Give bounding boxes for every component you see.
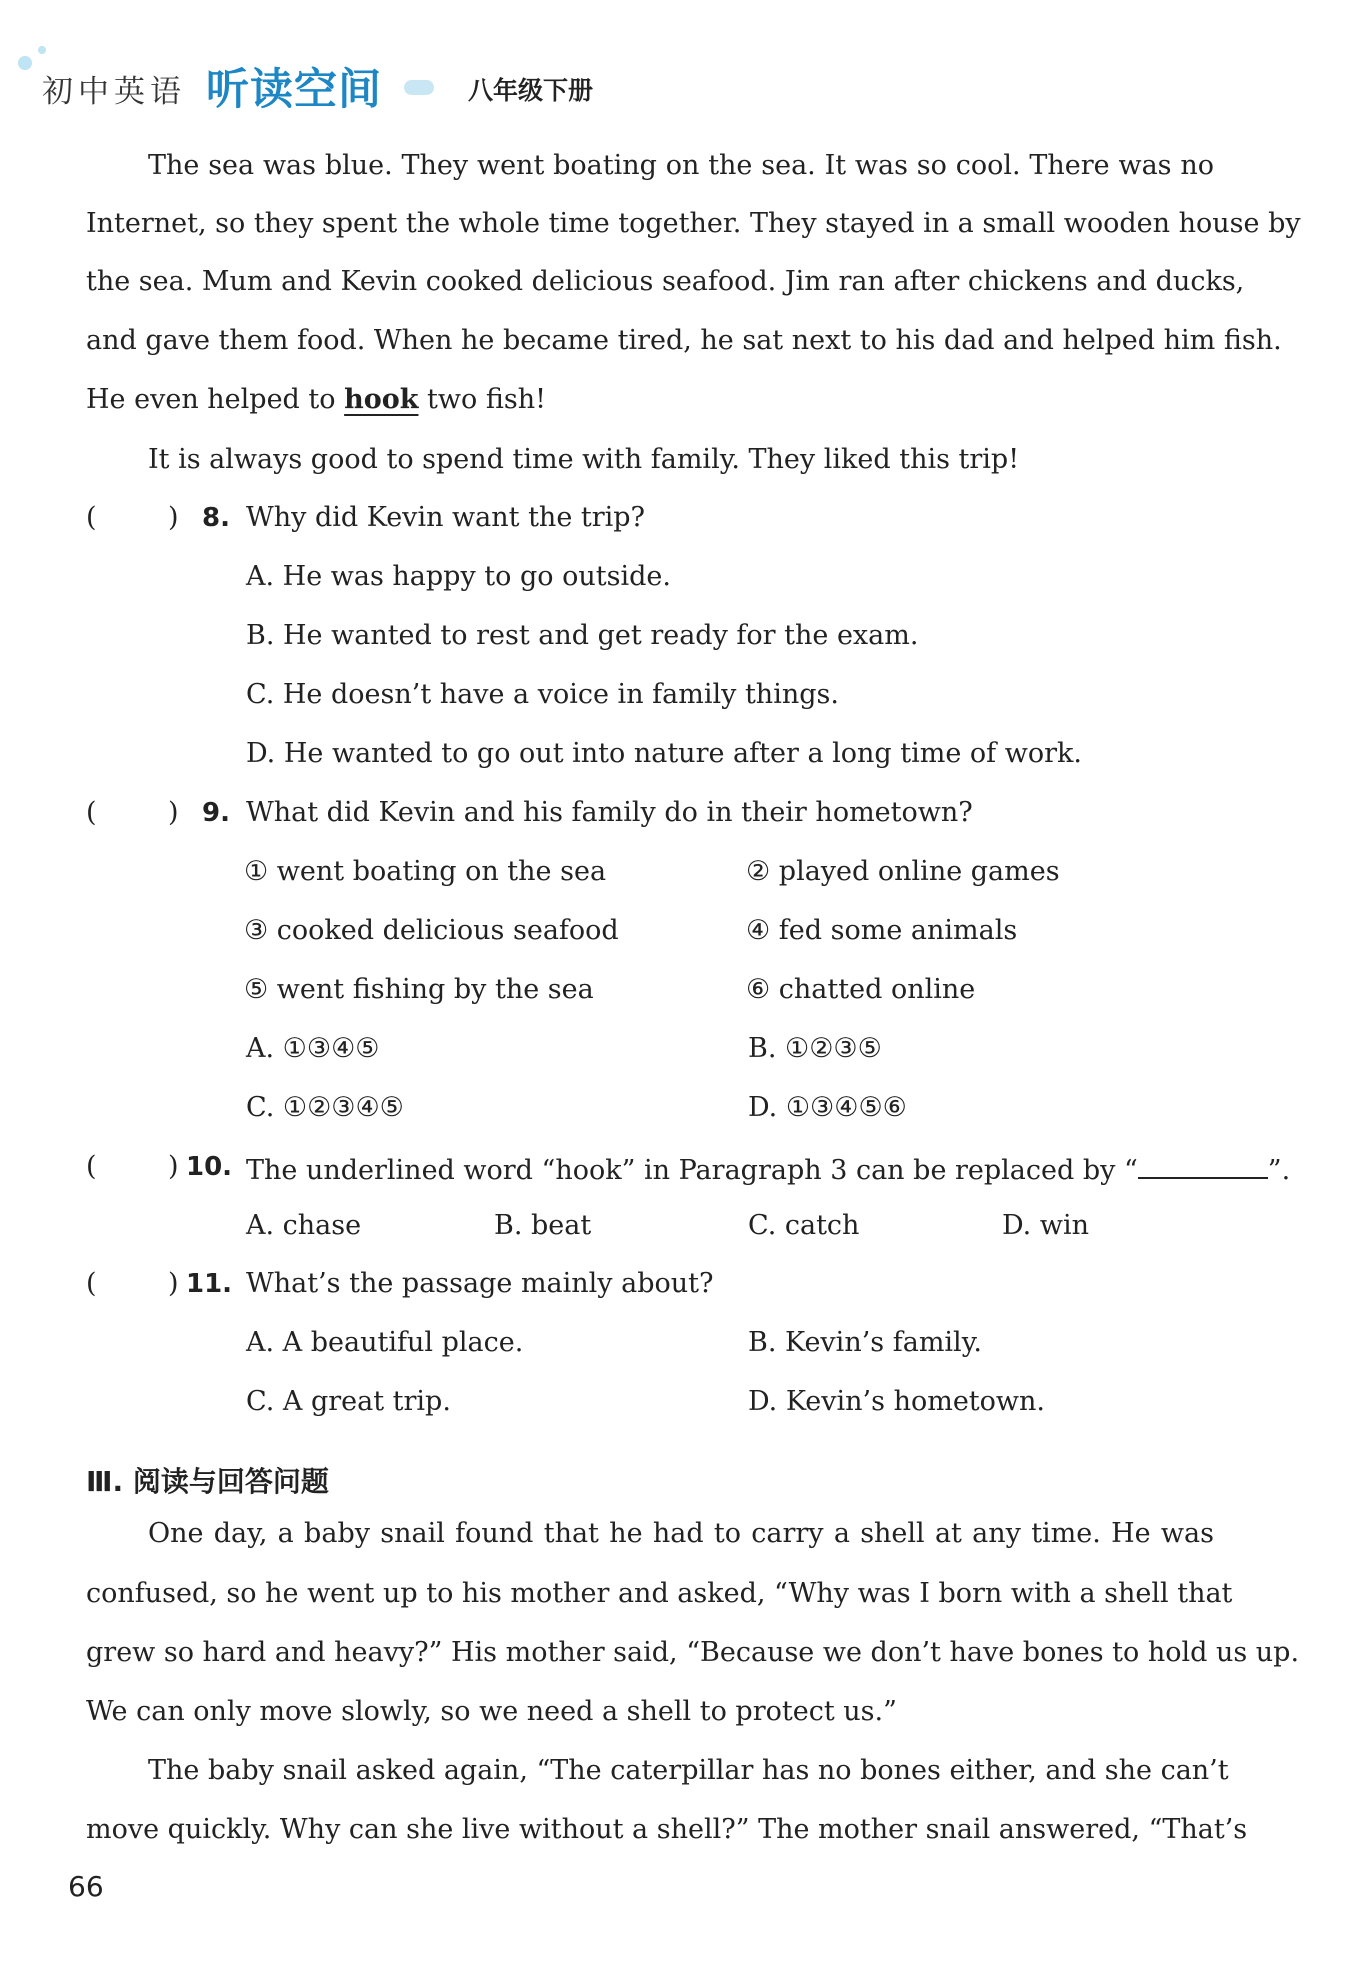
passage-line: and gave them food. When he became tired, he sat next to his dad and helped him fish.: [86, 325, 1282, 356]
question-number: 10.: [186, 1152, 233, 1182]
option-b: B. Kevin’s family.: [748, 1327, 982, 1358]
question-11: [86, 1268, 1214, 1302]
option-a: A. He was happy to go outside.: [246, 561, 671, 592]
section-heading: Ⅲ. 阅读与回答问题: [86, 1465, 329, 1498]
question-text: Why did Kevin want the trip?: [246, 502, 646, 533]
passage-line: The baby snail asked again, “The caterpillar has no bones either, and she can’t: [148, 1755, 1229, 1786]
option-d: D. Kevin’s hometown.: [748, 1386, 1045, 1417]
option-d: D. win: [1002, 1210, 1089, 1241]
decorative-dot: [38, 46, 46, 54]
choice-item: ② played online games: [746, 856, 1060, 887]
question-text: What’s the passage mainly about?: [246, 1268, 714, 1299]
option-c: C. ①②③④⑤: [246, 1092, 404, 1123]
question-8: [86, 502, 1214, 536]
question-number: 9.: [202, 798, 230, 828]
passage-line: move quickly. Why can she live without a shell?” The mother snail answered, “That’s: [86, 1814, 1248, 1845]
answer-bracket-open: (: [86, 1268, 97, 1299]
question-text: [246, 1151, 1290, 1187]
option-d: D. He wanted to go out into nature after a long time of work.: [246, 738, 1082, 769]
option-a: A. A beautiful place.: [246, 1327, 524, 1358]
passage-text: He even helped to: [86, 384, 345, 415]
answer-bracket-open: (: [86, 502, 97, 533]
decorative-dot: [18, 56, 32, 70]
passage-closing: It is always good to spend time with family. They liked this trip!: [148, 444, 1020, 475]
underlined-word-hook: hook: [344, 384, 419, 415]
question-number: 11.: [186, 1269, 233, 1299]
option-a: A. ①③④⑤: [246, 1033, 380, 1064]
question-number: 8.: [202, 503, 230, 533]
answer-bracket-close: ): [168, 502, 179, 533]
option-b: B. ①②③⑤: [748, 1033, 882, 1064]
passage-line: Internet, so they spent the whole time together. They stayed in a small wooden house by: [86, 208, 1301, 239]
cloud-icon: [404, 80, 434, 95]
passage-text: two fish!: [418, 384, 546, 415]
grade-label: 八年级下册: [468, 76, 594, 105]
question-9: [86, 797, 1214, 831]
passage-line: One day, a baby snail found that he had to carry a shell at any time. He was: [148, 1518, 1214, 1549]
answer-bracket-open: (: [86, 797, 97, 828]
answer-bracket-close: ): [168, 797, 179, 828]
answer-blank: [1138, 1151, 1268, 1179]
choice-item: ⑥ chatted online: [746, 974, 976, 1005]
passage-line: grew so hard and heavy?” His mother said, “Because we don’t have bones to hold us up.: [86, 1637, 1300, 1668]
choice-item: ⑤ went fishing by the sea: [244, 974, 594, 1005]
passage-line: confused, so he went up to his mother and asked, “Why was I born with a shell that: [86, 1578, 1233, 1609]
choice-item: ① went boating on the sea: [244, 856, 607, 887]
choice-item: ④ fed some animals: [746, 915, 1018, 946]
passage-line: The sea was blue. They went boating on the sea. It was so cool. There was no: [148, 150, 1214, 181]
question-10: [86, 1151, 1291, 1186]
option-d: D. ①③④⑤⑥: [748, 1092, 907, 1123]
option-b: B. beat: [494, 1210, 592, 1241]
page-header: [18, 42, 658, 122]
passage-line: We can only move slowly, so we need a shell to protect us.”: [86, 1696, 897, 1727]
option-b: B. He wanted to rest and get ready for the exam.: [246, 620, 919, 651]
option-c: C. He doesn’t have a voice in family things.: [246, 679, 839, 710]
passage-line: [86, 384, 1214, 416]
answer-bracket-close: ): [168, 1151, 179, 1182]
option-c: C. A great trip.: [246, 1386, 451, 1417]
series-title: 初中英语: [42, 74, 186, 110]
page-number: 66: [68, 1870, 104, 1903]
brand-logo: 听读空间: [206, 65, 382, 115]
answer-bracket-open: (: [86, 1151, 97, 1182]
passage-line: the sea. Mum and Kevin cooked delicious seafood. Jim ran after chickens and ducks,: [86, 266, 1245, 297]
question-text: What did Kevin and his family do in their hometown?: [246, 797, 973, 828]
question-text-before: The underlined word “hook” in Paragraph 3 can be replaced by “: [246, 1155, 1138, 1186]
choice-item: ③ cooked delicious seafood: [244, 915, 619, 946]
question-text-after: ”.: [1267, 1155, 1291, 1186]
option-c: C. catch: [748, 1210, 860, 1241]
option-a: A. chase: [246, 1210, 362, 1241]
answer-bracket-close: ): [168, 1268, 179, 1299]
